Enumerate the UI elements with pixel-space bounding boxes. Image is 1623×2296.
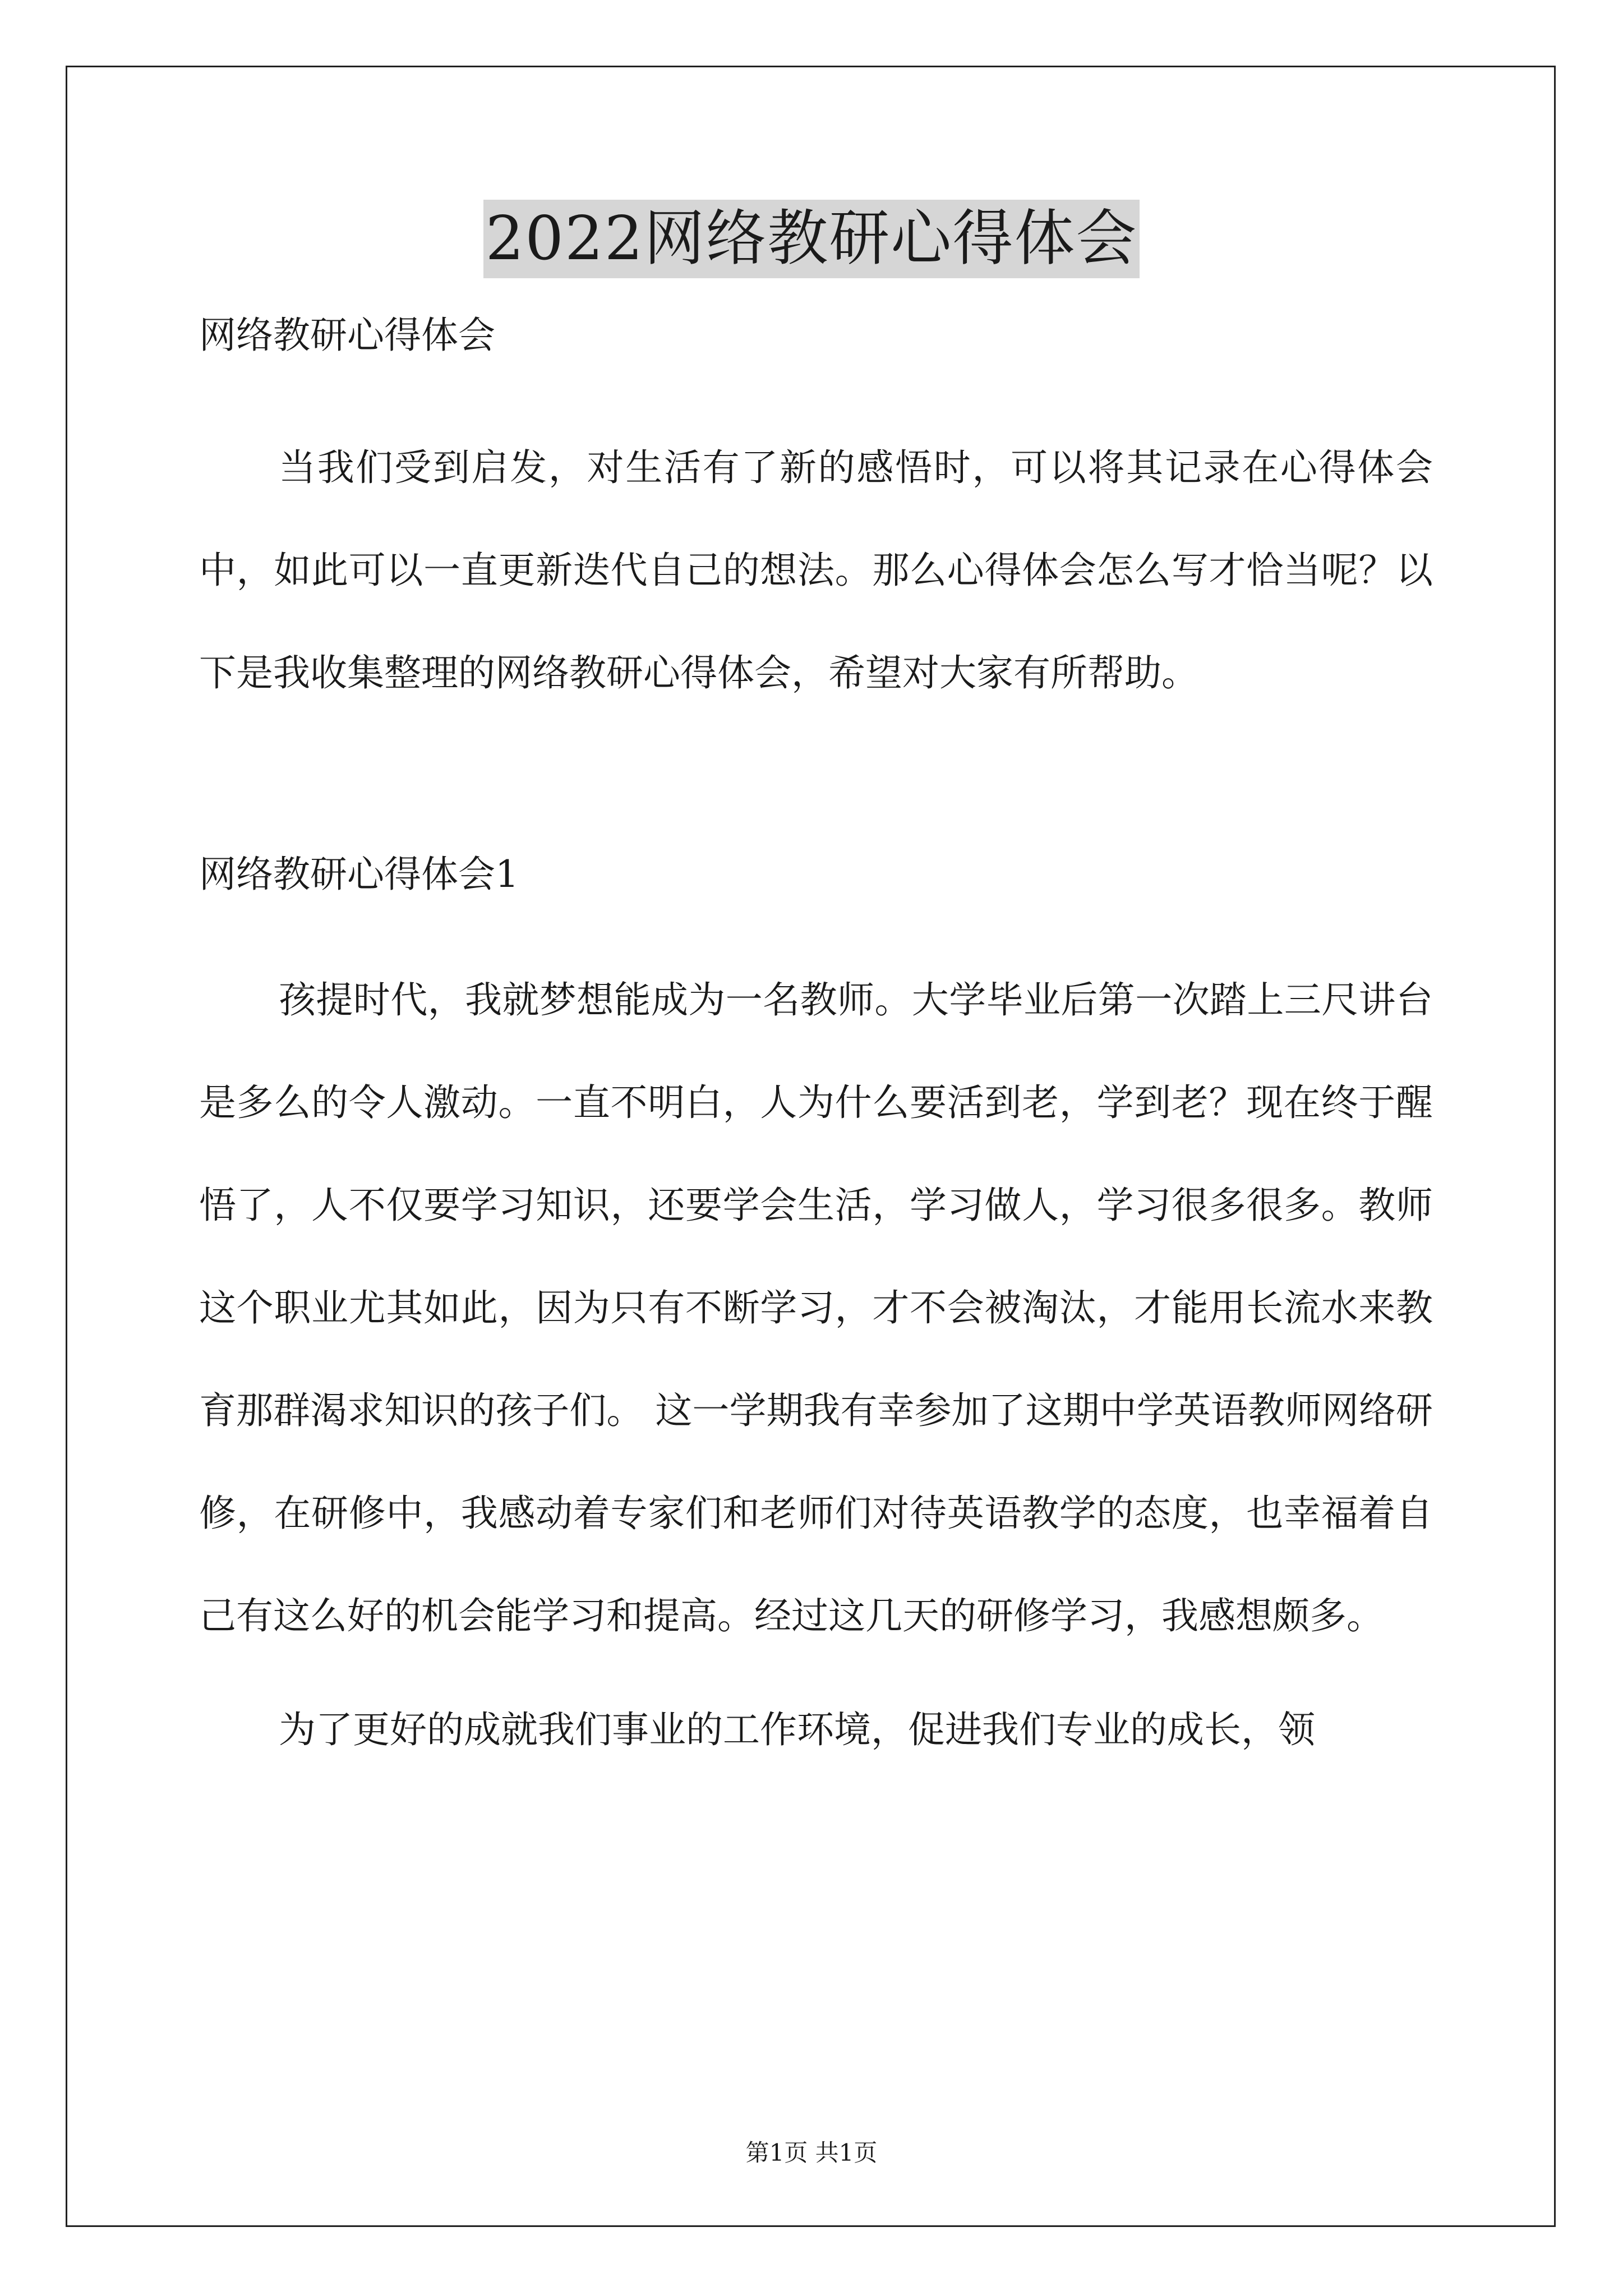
intro-paragraph: 当我们受到启发，对生活有了新的感悟时，可以将其记录在心得体会中，如此可以一直更新迭代自己的想法。那么心得体会怎么写才恰当呢？以下是我收集整理的网络教研心得体会，希望对大家有所帮助。 bbox=[199, 446, 1433, 694]
page-footer: 第1页 共1页 bbox=[745, 2139, 878, 2166]
section-1-paragraph-2: 为了更好的成就我们事业的工作环境，促进我们专业的成长，领 bbox=[279, 1708, 1315, 1751]
section-heading-intro: 网络教研心得体会 bbox=[199, 314, 495, 357]
section-heading-1: 网络教研心得体会1 bbox=[199, 853, 519, 896]
section-1-paragraph-1: 孩提时代，我就梦想能成为一名教师。大学毕业后第一次踏上三尺讲台是多么的令人激动。一直不明白，人为什么要活到老，学到老？现在终于醒悟了，人不仅要学习知识，还要学会生活，学习做人，学习很多很多。教师这个职业尤其如此，因为只有不断学习，才不会被淘汰，才能用长流水来教育那群渴求知识的孩子们。 这一学期我有幸参加了这期中学英语教师网络研修，在研修中，我感动着专家们和老师们对待英语教学的态度，也幸福着自己有这么好的机会能学习和提高。经过这几天的研修学习，我感想颇多。 bbox=[199, 978, 1433, 1637]
title-container bbox=[0, 200, 1623, 278]
document-body bbox=[199, 307, 1433, 1781]
document-title: 2022网络教研心得体会 bbox=[483, 200, 1140, 278]
